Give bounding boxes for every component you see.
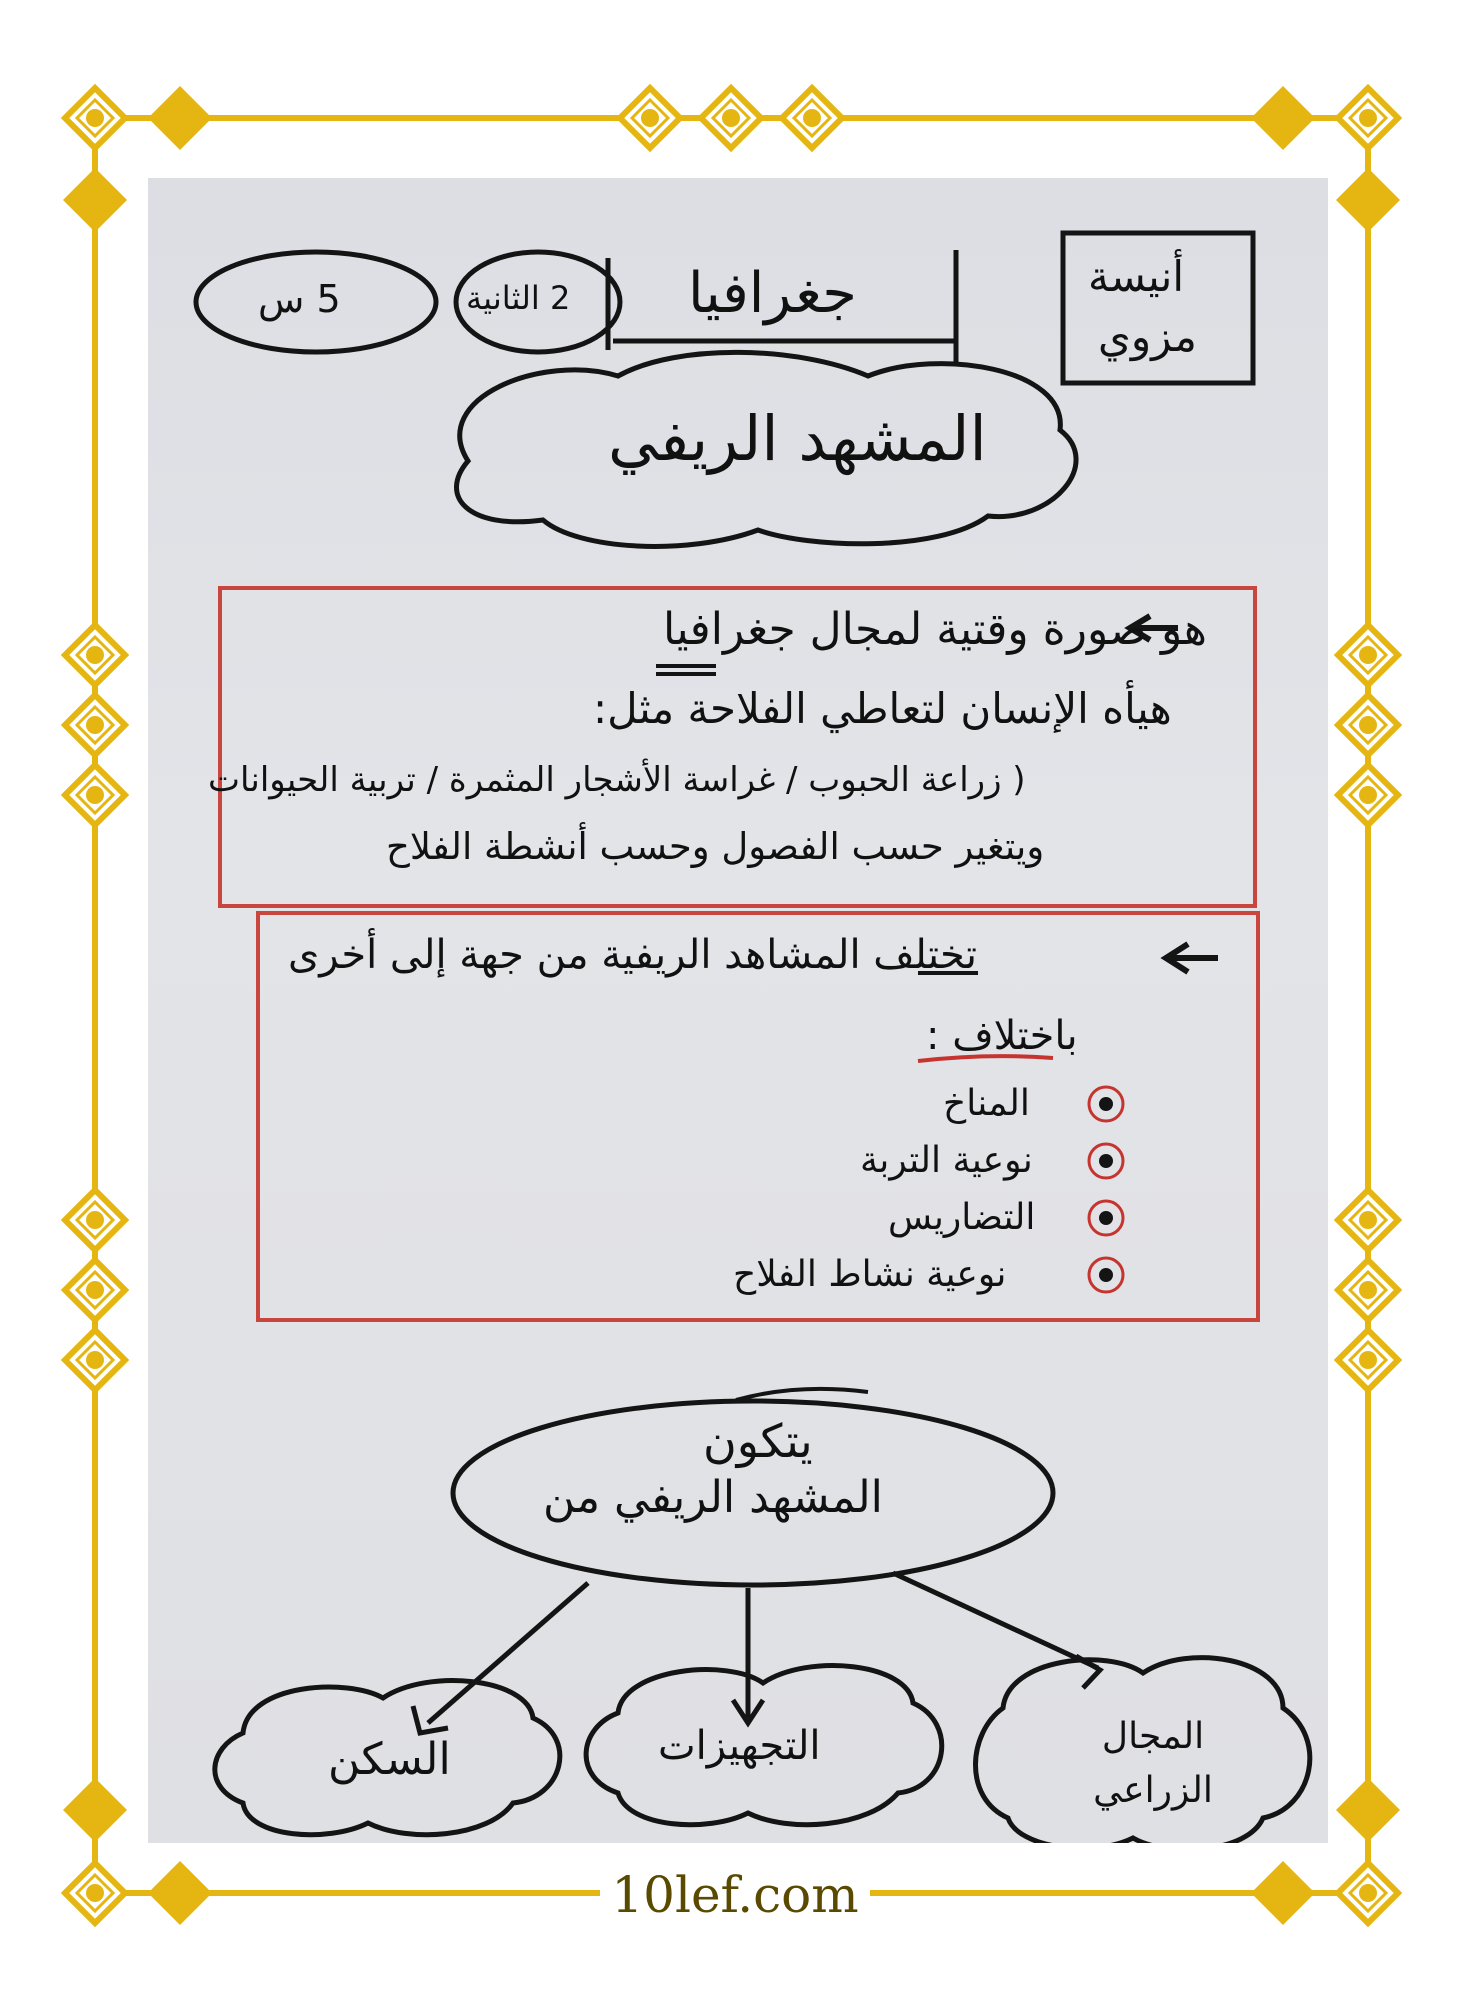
teacher-name-first: أنيسة [1088, 252, 1185, 301]
factor-bullets [1089, 1087, 1123, 1292]
page-title: المشهد الريفي [608, 402, 987, 475]
factor-item: نوعية التربة [860, 1140, 1033, 1181]
composition-line-1: يتكون [703, 1414, 813, 1468]
site-link[interactable]: 10lef.com [600, 1865, 870, 1925]
definition-line-4: ويتغير حسب الفصول وحسب أنشطة الفلاح [386, 825, 1045, 868]
definition-line-1: هو صورة وقتية لمجال جغرافيا [663, 604, 1207, 655]
composition-line-2: المشهد الريفي من [543, 1472, 883, 1523]
factor-item: نوعية نشاط الفلاح [733, 1254, 1007, 1295]
variation-by-label: باختلاف : [926, 1013, 1078, 1059]
definition-line-2: هيأه الإنسان لتعاطي الفلاحة مثل: [593, 684, 1172, 733]
component-majal: المجال الزراعي [1093, 1716, 1213, 1811]
component-sakan: السكن [328, 1734, 451, 1785]
component-tajhizat: التجهيزات [658, 1723, 821, 1769]
subject-title: جغرافيا [688, 261, 857, 326]
lesson-label: 5 س [258, 277, 341, 321]
definition-line-3: ( زراعة الحبوب / غراسة الأشجار المثمرة / تربية الحيوانات [208, 760, 1026, 800]
notebook-page [148, 178, 1328, 1843]
factor-item: التضاريس [888, 1197, 1036, 1238]
level-label: 2 الثانية [466, 279, 571, 317]
teacher-name-last: مزوي [1098, 312, 1197, 361]
factor-item: المناخ [943, 1083, 1030, 1124]
variation-line-1: تختلف المشاهد الريفية من جهة إلى أخرى [288, 932, 977, 978]
